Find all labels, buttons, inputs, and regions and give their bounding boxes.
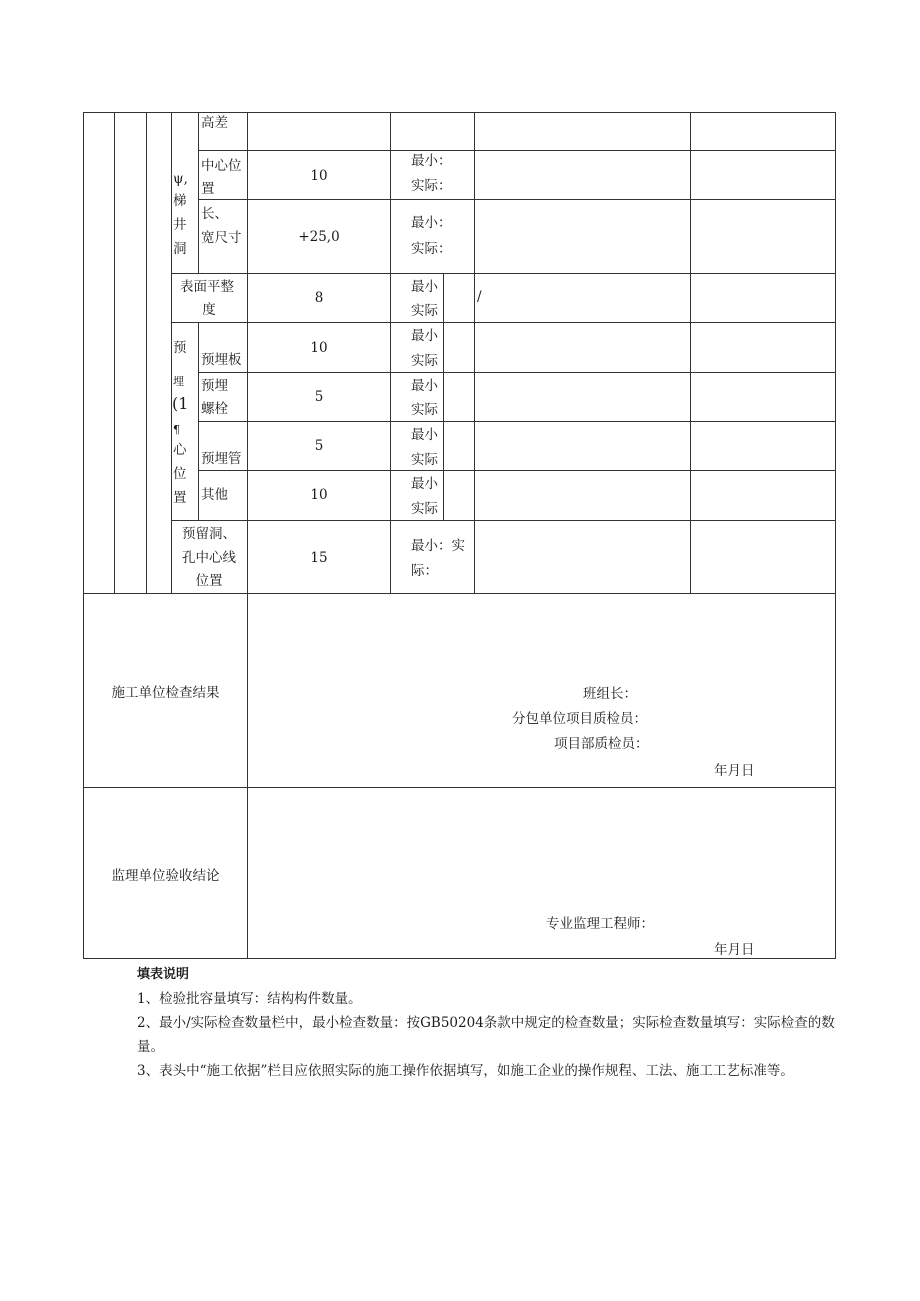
row-divider [83, 787, 836, 788]
item-reserved-hole: 孔中心线 [182, 550, 236, 566]
column-divider [443, 273, 444, 520]
note-item: 2、最小/实际检查数量栏中，最小检查数量：按GB50204条款中规定的检查数量；实际检查数量填写：实际检查的数量。 [137, 1015, 835, 1055]
item-reserved-hole: 预留洞、 [182, 526, 236, 542]
count-min: 最小： [411, 215, 452, 231]
item-embedded-bolt: 预埋 [201, 378, 228, 394]
construction-date: 年月日 [714, 763, 755, 779]
group-label-line: 洞 [173, 241, 187, 257]
count-actual: 实际 [411, 452, 438, 468]
count-min: 最小：实 [411, 538, 465, 554]
item-embedded-pipe: 预埋管 [201, 451, 242, 467]
group-label-line: 井 [173, 217, 187, 233]
row-divider [83, 593, 836, 594]
row-divider [198, 421, 836, 422]
count-actual: 实际 [411, 303, 438, 319]
item-center: 中心位 [201, 158, 242, 174]
count-min: 最小 [411, 378, 438, 394]
group-label-line: ¶ [173, 423, 180, 436]
row-divider [198, 470, 836, 471]
row-divider [198, 199, 836, 200]
count-min: 最小 [411, 427, 438, 443]
slash-mark: / [477, 289, 482, 305]
item-flatness: 度 [202, 302, 216, 318]
group-label-line: 置 [173, 490, 187, 506]
count-actual: 实际 [411, 501, 438, 517]
count-actual: 实际 [411, 402, 438, 418]
tolerance-value: 5 [314, 438, 324, 454]
count-min: 最小 [411, 476, 438, 492]
count-min: 最小： [411, 153, 452, 169]
row-divider [171, 273, 836, 274]
supervision-label: 监理单位验收结论 [111, 868, 220, 884]
row-divider [171, 520, 836, 521]
group-label-line: 梯 [173, 193, 187, 209]
table-border [835, 112, 836, 959]
count-actual: 实际： [411, 241, 452, 257]
column-divider [198, 112, 199, 273]
construction-check-label: 施工单位检查结果 [111, 685, 220, 701]
tolerance-value: 15 [310, 550, 328, 566]
row-divider [198, 372, 836, 373]
dept-inspector-signature: 项目部质检员： [554, 736, 649, 752]
row-divider [198, 150, 836, 151]
item-size: 宽尺寸 [201, 230, 242, 246]
group-label-line: 预 [173, 340, 187, 356]
column-divider [146, 112, 147, 593]
sub-inspector-signature: 分包单位项目质检员： [512, 711, 647, 727]
team-leader-signature: 班组长： [583, 686, 637, 702]
item-size: 长、 [201, 206, 228, 222]
table-border [83, 112, 84, 959]
count-min: 最小 [411, 328, 438, 344]
group-label-line: 位 [173, 466, 187, 482]
tolerance-value: 10 [310, 487, 328, 503]
item-center: 置 [201, 181, 215, 197]
tolerance-value: 5 [314, 389, 324, 405]
column-divider [114, 112, 115, 593]
group-label-line: 心 [173, 442, 187, 458]
tolerance-value: 10 [310, 340, 328, 356]
table-border [83, 112, 836, 113]
tolerance-value: +25,0 [298, 229, 340, 245]
item-height-diff: 高差 [201, 115, 228, 131]
fill-instructions [137, 963, 837, 1083]
item-other: 其他 [201, 487, 228, 503]
count-min: 最小 [411, 279, 438, 295]
item-embedded-plate: 预埋板 [201, 352, 242, 368]
count-actual: 实际 [411, 353, 438, 369]
tolerance-value: 8 [314, 290, 324, 306]
count-actual: 际： [411, 563, 438, 579]
item-flatness: 表面平整 [180, 279, 234, 295]
tolerance-value: 10 [310, 168, 328, 184]
supervision-date: 年月日 [714, 942, 755, 958]
note-item: 1、检验批容量填写：结构构件数量。 [137, 991, 362, 1007]
group-label-line: (1 [172, 394, 189, 413]
group-label-line: ψ, [173, 171, 188, 187]
notes-title: 填表说明 [137, 967, 190, 982]
group-label-line: 埋 [173, 375, 184, 388]
count-actual: 实际： [411, 178, 452, 194]
supervisor-signature: 专业监理工程师： [546, 916, 654, 932]
item-embedded-bolt: 螺栓 [201, 401, 228, 417]
item-reserved-hole: 位置 [195, 573, 223, 589]
note-item: 3、表头中“施工依据”栏目应依照实际的施工操作依据填写，如施工企业的操作规程、工法、施工工艺标准等。 [137, 1063, 794, 1079]
row-divider [171, 322, 836, 323]
